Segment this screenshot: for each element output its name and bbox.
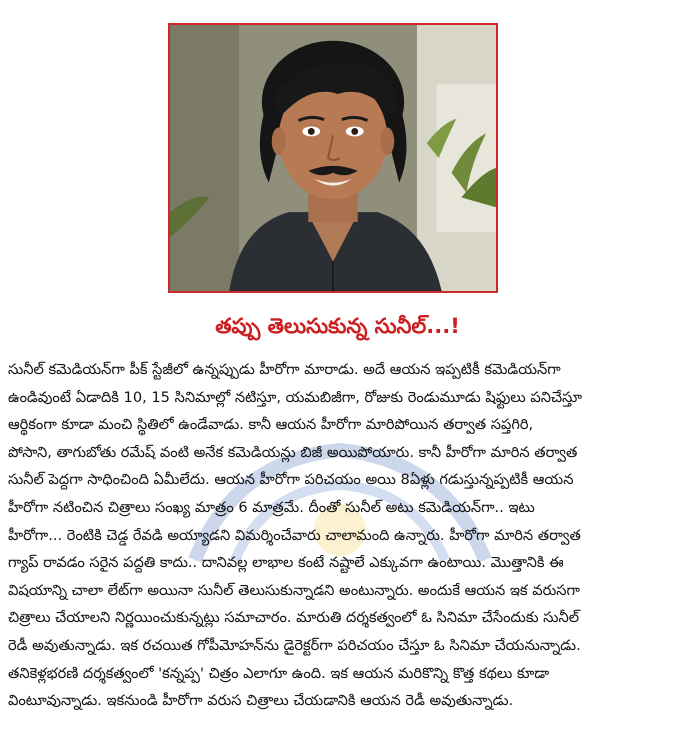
article-photo bbox=[168, 23, 498, 293]
body-line: వింటూవున్నాడు. ఇకనుండి హీరోగా వరుస చిత్రాలు చేయడానికి ఆయన రెడీ అవుతున్నాడు. bbox=[8, 692, 514, 710]
body-line: విషయాన్ని చాలా లేట్‌గా అయినా సునీల్ తెలుసుకున్నాడని అంటున్నారు. అందుకే ఆయన ఇక వరుసగా bbox=[8, 581, 580, 599]
body-line: ఆర్థికంగా కూడా మంచి స్థితిలో ఉండేవాడు. కానీ ఆయన హీరోగా మారిపోయిన తర్వాత సప్తగిరి, bbox=[8, 416, 534, 434]
article-headline: తప్పు తెలుసుకున్న సునీల్...! bbox=[215, 314, 460, 338]
body-line: సునీల్ కమెడియన్‌గా పీక్ స్టేజీలో ఉన్నప్పుడు హీరోగా మారాడు. అదే ఆయన ఇప్పటికీ కమెడియన్‌గా bbox=[8, 361, 561, 378]
body-line: గ్యాప్ రావడం సరైన పద్దతి కాదు.. దానివల్ల లాభాల కంటే నష్టాలే ఎక్కువగా ఉంటాయి. మొత్తానికి ఈ bbox=[8, 554, 564, 572]
body-line: రెడీ అవుతున్నాడు. ఇక రచయిత గోపీమోహన్‌ను డైరెక్టర్‌గా పరిచయం చేస్తూ ఓ సినిమా చేయనున్నాడు. bbox=[8, 636, 581, 654]
body-line: ఉండివుంటే ఏడాదికి 10, 15 సినిమాల్లో నటిస్తూ, యమబిజీగా, రోజుకు రెండుమూడు షిఫ్టులు పనిచేస్తూ bbox=[8, 388, 583, 406]
body-line: హీరోగా నటించిన చిత్రాలు సంఖ్య మాత్రం 6 మాత్రమే. దీంతో సునీల్ అటు కమెడియన్‌గా.. ఇటు bbox=[8, 498, 535, 516]
body-line: పోసాని, తాగుబోతు రమేష్ వంటి అనేక కమెడియన్లు బిజీ అయిపోయారు. కానీ హీరోగా మారిన తర్వాత bbox=[8, 443, 578, 461]
portrait-photo-illustration bbox=[170, 25, 496, 291]
body-line: సునీల్ పెద్దగా సాధించింది ఏమీలేదు. ఆయన హీరోగా పరిచయం అయి 8ఏళ్లు గడుస్తున్నప్పటికీ ఆయన bbox=[8, 471, 574, 489]
body-line: హీరోగా... రెంటికి చెడ్డ రేవడి అయ్యాడని విమర్శించేవారు చాలామంది ఉన్నారు. హీరోగా మారిన తర్వాత bbox=[8, 526, 581, 544]
body-line: తనికెళ్లభరణి దర్శకత్వంలో 'కన్నప్ప' చిత్రం ఎలాగూ ఉంది. ఇక ఆయన మరికొన్ని కొత్త కథలు కూడా bbox=[8, 664, 550, 682]
article-body bbox=[8, 356, 668, 715]
body-line: చిత్రాలు చేయాలని నిర్ణయించుకున్నట్లు సమాచారం. మారుతి దర్శకత్వంలో ఓ సినిమా చేసేందుకు సునీల్ bbox=[8, 609, 580, 627]
